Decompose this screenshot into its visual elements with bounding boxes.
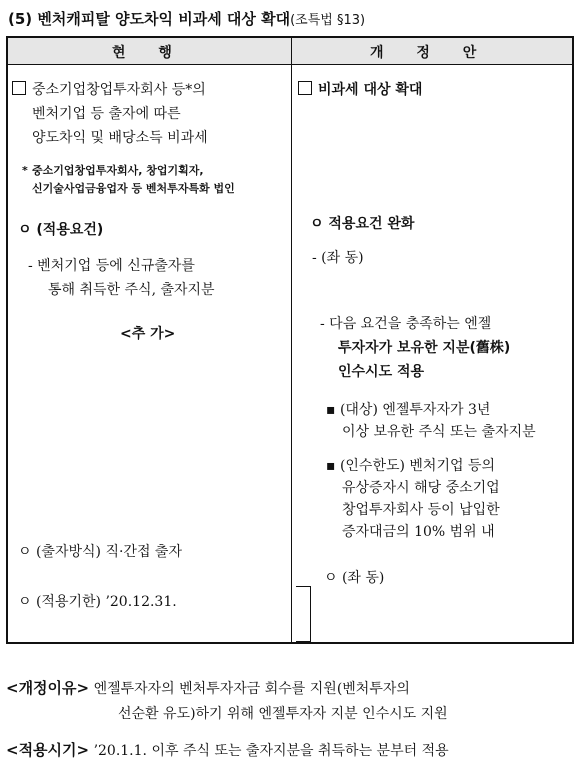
- section-title: [8, 8, 365, 29]
- footnote-mark: *: [22, 164, 28, 177]
- proposed-limit-line2: 유상증자시 해당 중소기업: [342, 480, 500, 496]
- reason-line1: [6, 676, 410, 701]
- effective-line: [6, 738, 449, 763]
- proposed-cond-line1: - 다음 요건을 충족하는 엔젤: [320, 316, 492, 332]
- proposed-limit-line1: ▪ (인수한도) 벤처기업 등의: [326, 458, 496, 474]
- proposed-limit-line4: 증자대금의 10% 범위 내: [342, 524, 495, 540]
- law-reference: (조특법 §13): [290, 13, 366, 28]
- proposed-target-line1: ▪ (대상) 엔젤투자자가 3년: [326, 402, 491, 418]
- footnote-line1: 중소기업창업투자회사, 창업기획자,: [32, 164, 204, 177]
- current-deadline: ㅇ (적용기한) ’20.12.31.: [18, 594, 177, 610]
- current-item: [12, 80, 206, 100]
- current-item-line1: 중소기업창업투자회사 등*의: [32, 82, 206, 98]
- effective-label: <적용시기>: [6, 741, 90, 759]
- header-current: 현 행: [112, 45, 186, 61]
- section-title-main: (5) 벤처캐피탈 양도차익 비과세 대상 확대: [8, 10, 291, 28]
- proposed-target-line2: 이상 보유한 주식 또는 출자지분: [342, 424, 536, 440]
- reason-label: <개정이유>: [6, 679, 90, 697]
- checkbox-square-icon: [298, 81, 312, 95]
- added-marker: <추 가>: [120, 326, 176, 342]
- proposed-same-1: - (좌 동): [312, 250, 364, 266]
- reason-text-1: 엔젤투자자의 벤처투자자금 회수를 지원(벤처투자의: [93, 681, 410, 697]
- proposed-item-label: 비과세 대상 확대: [318, 82, 423, 98]
- current-req-line1: - 벤처기업 등에 신규출자를: [28, 258, 195, 274]
- proposed-req-title: ㅇ 적용요건 완화: [310, 216, 415, 232]
- header-proposed: 개 정 안: [370, 45, 491, 61]
- effective-text: ’20.1.1. 이후 주식 또는 출자지분을 취득하는 분부터 적용: [93, 743, 449, 759]
- proposed-cond-line2: 투자자가 보유한 지분(舊株): [338, 340, 511, 356]
- current-req-title: ㅇ (적용요건): [18, 222, 104, 238]
- table-header: [8, 38, 572, 65]
- current-method: ㅇ (출자방식) 직·간접 출자: [18, 544, 182, 560]
- current-item-line3: 양도차익 및 배당소득 비과세: [32, 130, 208, 146]
- proposed-item: [298, 80, 422, 100]
- proposed-cond-line3: 인수시도 적용: [338, 364, 425, 380]
- current-item-line2: 벤처기업 등 출자에 따른: [32, 106, 181, 122]
- reason-text-2: 선순환 유도)하기 위해 엔젤투자자 지분 인수시도 지원: [118, 706, 448, 722]
- current-req-line2: 통해 취득한 주식, 출자지분: [48, 282, 215, 298]
- proposed-same-2: ㅇ (좌 동): [324, 570, 385, 586]
- bracket-connector: [296, 586, 311, 642]
- footnote-line2: 신기술사업금융업자 등 벤처투자특화 법인: [32, 182, 235, 195]
- column-divider: [291, 38, 292, 642]
- comparison-table: [6, 36, 574, 644]
- proposed-limit-line3: 창업투자회사 등이 납입한: [342, 502, 500, 518]
- checkbox-square-icon: [12, 81, 26, 95]
